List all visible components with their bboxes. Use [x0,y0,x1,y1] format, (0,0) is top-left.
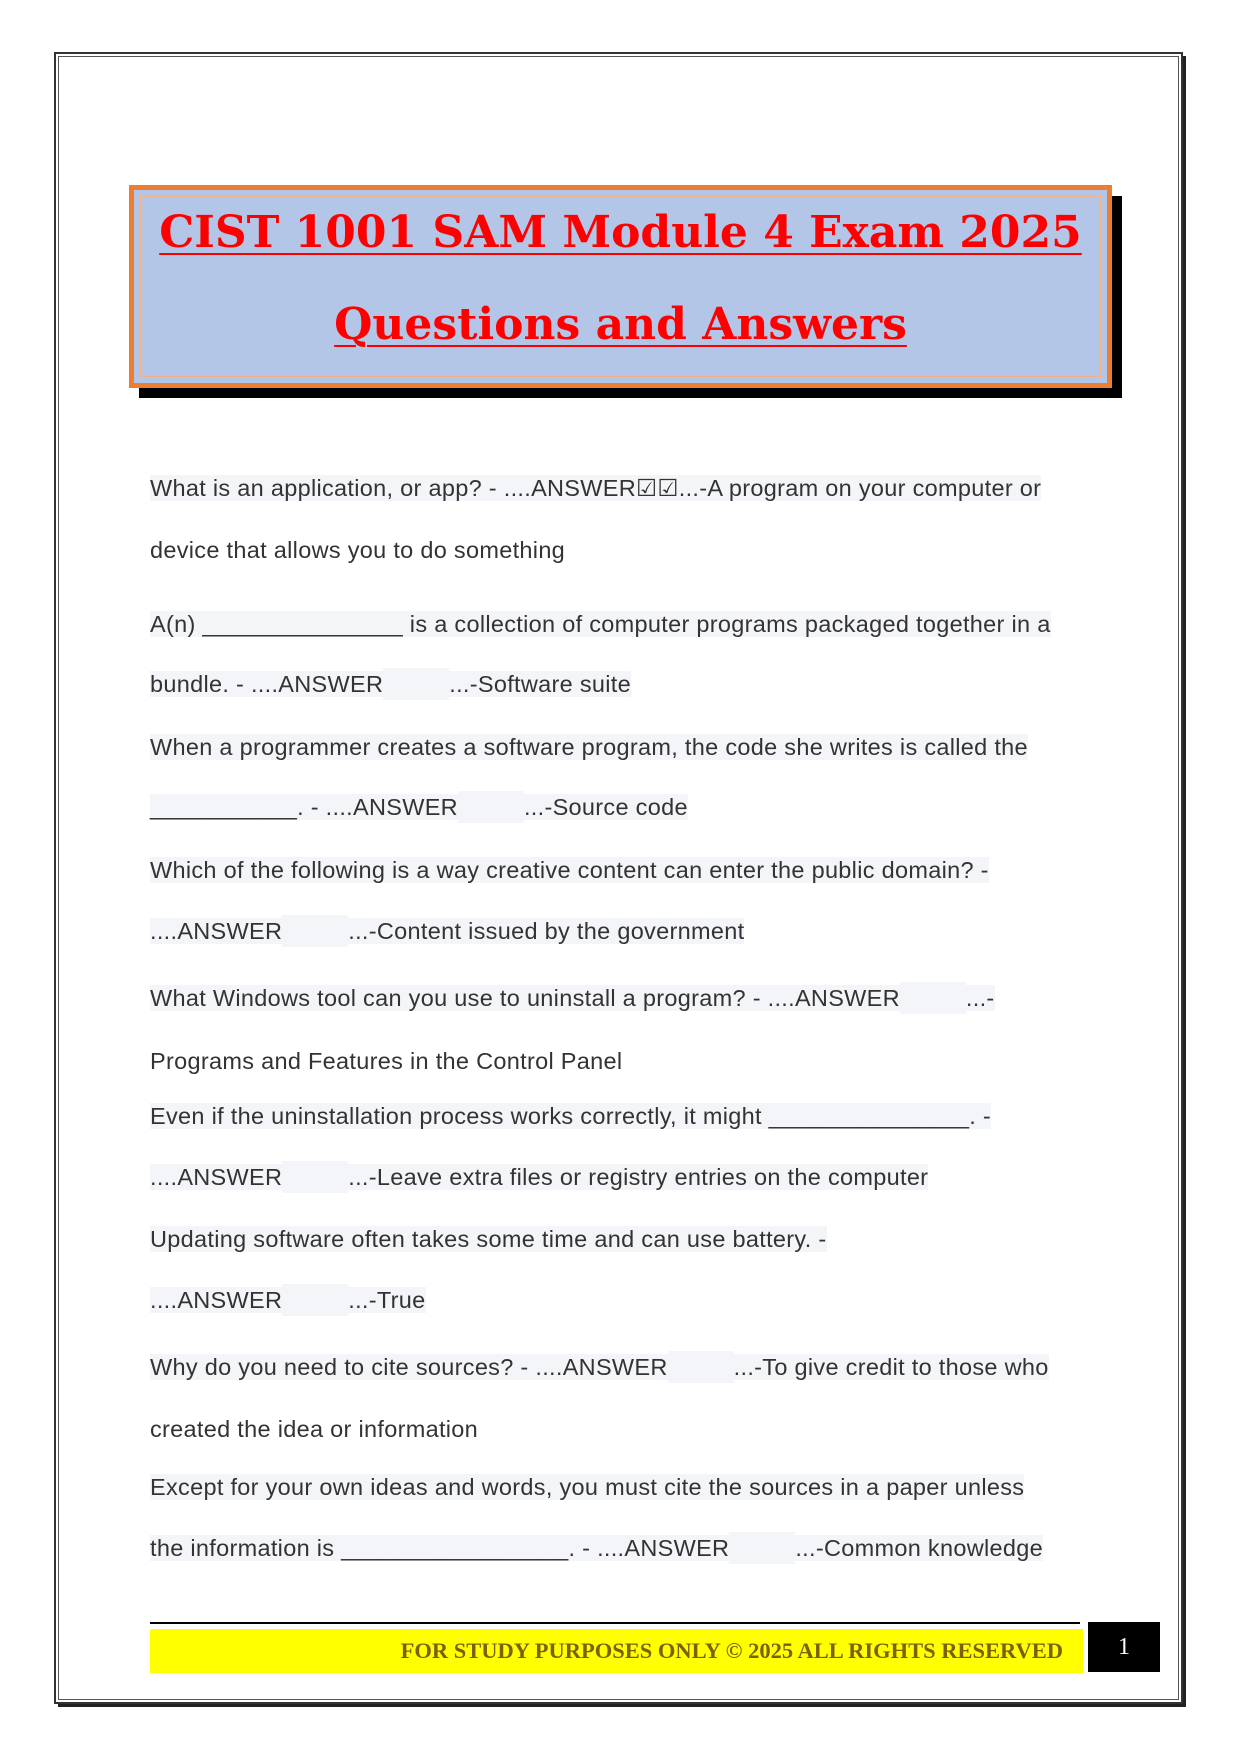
document-title-line1: CIST 1001 SAM Module 4 Exam 2025 [159,207,1082,258]
document-title-line2: Questions and Answers [334,299,907,350]
title-box [129,185,1112,388]
question-7: Updating software often takes some time and can use battery. - [150,1226,827,1252]
answer-8: created the idea or information [150,1416,479,1442]
answer-9: the information is _________________. - ....ANSWER ...-Common knowledge [150,1532,1043,1564]
footer-text: FOR STUDY PURPOSES ONLY © 2025 ALL RIGHTS RESERVED [400,1638,1063,1663]
question-8: Why do you need to cite sources? - ....ANSWER ...-To give credit to those who [150,1351,1049,1383]
question-5: What Windows tool can you use to uninstall a program? - ....ANSWER ...- [150,982,995,1014]
question-2: A(n) _______________ is a collection of computer programs packaged together in a [150,611,1051,637]
question-4: Which of the following is a way creative content can enter the public domain? - [150,857,989,883]
question-9: Except for your own ideas and words, you must cite the sources in a paper unless [150,1474,1025,1500]
page-border-shadow-right [1183,56,1186,1706]
question-3: When a programmer creates a software program, the code she writes is called the [150,734,1028,760]
page-border-shadow-bottom [58,1704,1186,1707]
footer-rule [150,1622,1080,1624]
answer-1: device that allows you to do something [150,537,566,563]
page-number: 1 [1088,1622,1160,1672]
title-box-inner [140,196,1101,377]
answer-2: bundle. - ....ANSWER ...-Software suite [150,668,631,700]
question-6: Even if the uninstallation process works correctly, it might _______________. - [150,1103,991,1129]
question-1: What is an application, or app? - ....ANSWER☑☑...-A program on your computer or [150,475,1042,501]
footer-bar [150,1629,1083,1673]
answer-7: ....ANSWER ...-True [150,1284,426,1316]
answer-5: Programs and Features in the Control Panel [150,1048,623,1074]
answer-3: ___________. - ....ANSWER ...-Source code [150,791,688,823]
answer-6: ....ANSWER ...-Leave extra files or registry entries on the computer [150,1161,928,1193]
answer-4: ....ANSWER ...-Content issued by the government [150,915,744,947]
